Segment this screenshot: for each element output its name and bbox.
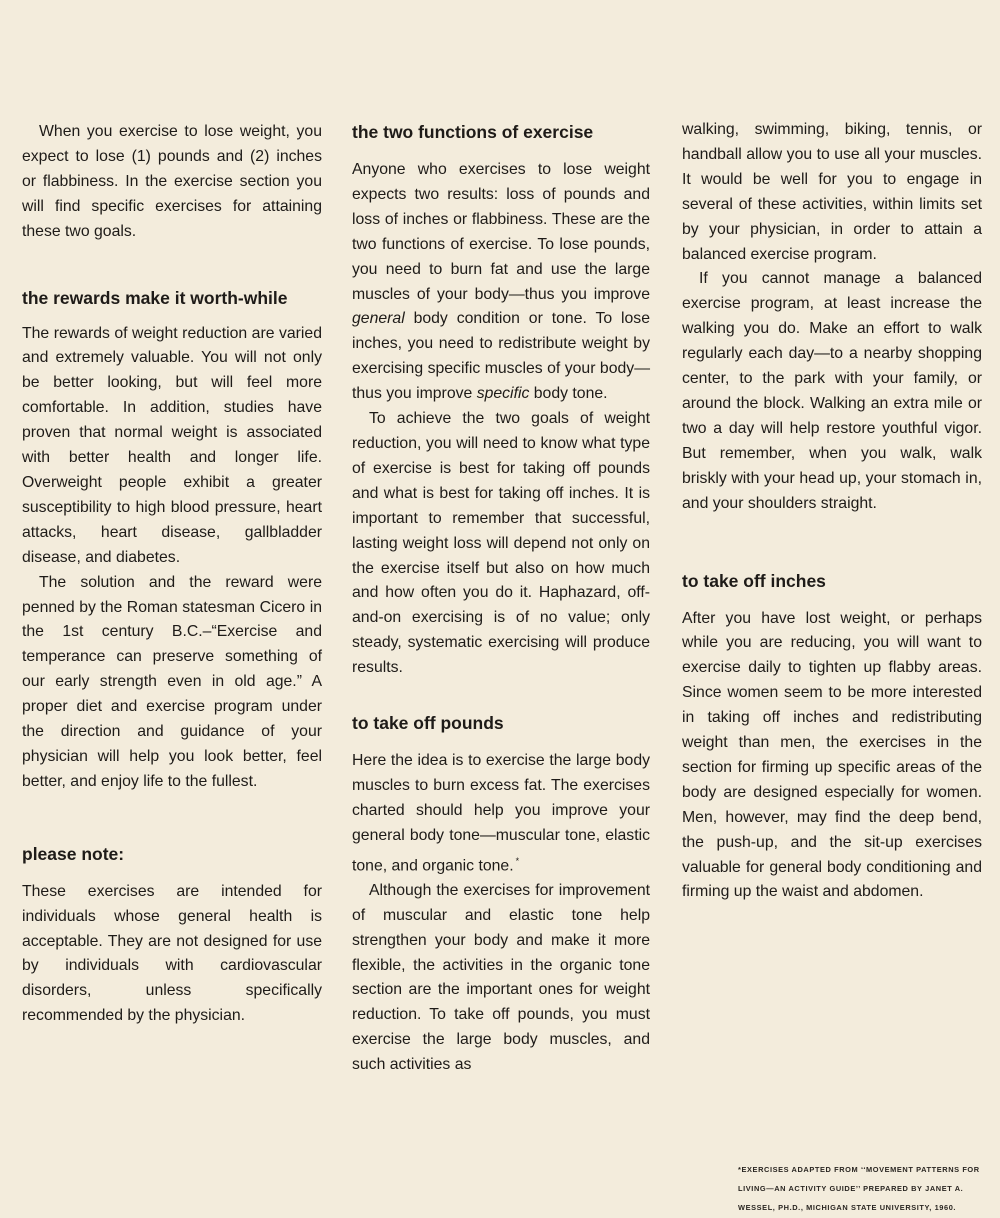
- inches-paragraph: After you have lost weight, or perhaps while you are reducing, you will want to exercise daily to tighten up flabby areas. Since women seem to be more interested in taking off inches and redistributing weight than men, the exercises in the section for firming up specific areas of the body are designed especially for women. Men, however, may find the deep bend, the push-up, and the sit-up exercises valuable for general body conditioning and firming up the waist and abdomen.: [682, 609, 982, 901]
- pounds-paragraph-1: [352, 749, 650, 879]
- pounds-heading: to take off pounds: [352, 713, 504, 734]
- walking-paragraph: If you cannot manage a balanced exercise program, at least increase the walking you do. Make an effort to walk regularly each day—to a nearby shopping center, to the park with your family, or around the block. Walking an extra mile or two a day will help restore youthful vigor. But remember, when you walk, walk briskly with your head up, your stomach in, and your shoulders straight.: [682, 270, 982, 512]
- functions-text-c: body tone.: [529, 385, 608, 403]
- column-right: [682, 118, 982, 905]
- rewards-paragraph-2: The solution and the reward were penned by the Roman statesman Cicero in the 1st century B.C.–“Exercise and temperance can preserve something of our early strength even in old age.” A proper diet and exercise program under the direction and guidance of your physician will help you look better, feel better, and enjoy life to the fullest.: [22, 573, 322, 790]
- functions-text-b: body condition or tone. To lose inches, you need to redistribute weight by exercising specific muscles of your body—thus you improve: [352, 310, 650, 403]
- functions-paragraph-1: [352, 158, 650, 407]
- column-left: [22, 118, 322, 1029]
- note-paragraph: These exercises are intended for individuals whose general health is acceptable. They are not designed for use by individuals with cardiovascular disorders, unless specifically recommended by the physician.: [22, 882, 322, 1025]
- rewards-heading: the rewards make it worth-while: [22, 287, 288, 308]
- functions-heading: the two functions of exercise: [352, 122, 594, 142]
- note-heading: please note:: [22, 843, 125, 864]
- pounds-text: Here the idea is to exercise the large body muscles to burn excess fat. The exercises charted should help you improve your general body tone—muscular tone, elastic tone, and organic tone.: [352, 752, 650, 874]
- functions-emphasis-general: general: [352, 310, 405, 328]
- intro-paragraph: When you exercise to lose weight, you expect to lose (1) pounds and (2) inches or flabbiness. In the exercise section you will find specific exercises for attaining these two goals.: [22, 123, 322, 240]
- pounds-paragraph-2: Although the exercises for improvement of muscular and elastic tone help strengthen your body and make it more flexible, the activities in the organic tone section are the important ones for weight reduction. To take off pounds, you must exercise the large body muscles, and such activities as: [352, 881, 650, 1074]
- footnote: *EXERCISES ADAPTED FROM ‘‘MOVEMENT PATTERNS FOR LIVING—AN ACTIVITY GUIDE’’ PREPARED BY JANET A. WESSEL, PH.D., MICHIGAN STATE UNIVERSITY, 1960.: [738, 1165, 980, 1212]
- footnote-marker: *: [515, 855, 520, 866]
- rewards-paragraph-1: The rewards of weight reduction are varied and extremely valuable. You will not only be better looking, but will feel more comfortable. In addition, studies have proven that normal weight is associated with better health and longer life. Overweight people exhibit a greater susceptibility to high blood pressure, heart attacks, heart disease, gallbladder disease, and diabetes.: [22, 324, 322, 566]
- functions-paragraph-2: To achieve the two goals of weight reduction, you will need to know what type of exercise is best for taking off pounds and what is best for taking off inches. It is important to remember that successful, lasting weight loss will depend not only on the exercise itself but also on how much and how often you do it. Haphazard, off-and-on exercising is of no value; only steady, systematic exercising will produce results.: [352, 410, 650, 677]
- inches-heading: to take off inches: [682, 570, 826, 591]
- activities-paragraph: walking, swimming, biking, tennis, or handball allow you to use all your muscles. It would be well for you to engage in several of these activities, within limits set by your physician, in order to attain a balanced exercise program.: [682, 121, 982, 263]
- column-middle: [352, 118, 650, 1078]
- functions-emphasis-specific: specific: [476, 385, 530, 403]
- functions-text-a: Anyone who exercises to lose weight expects two results: loss of pounds and loss of inches or flabbiness. These are the two functions of exercise. To lose pounds, you need to burn fat and use the large muscles of your body—thus you improve: [352, 161, 650, 303]
